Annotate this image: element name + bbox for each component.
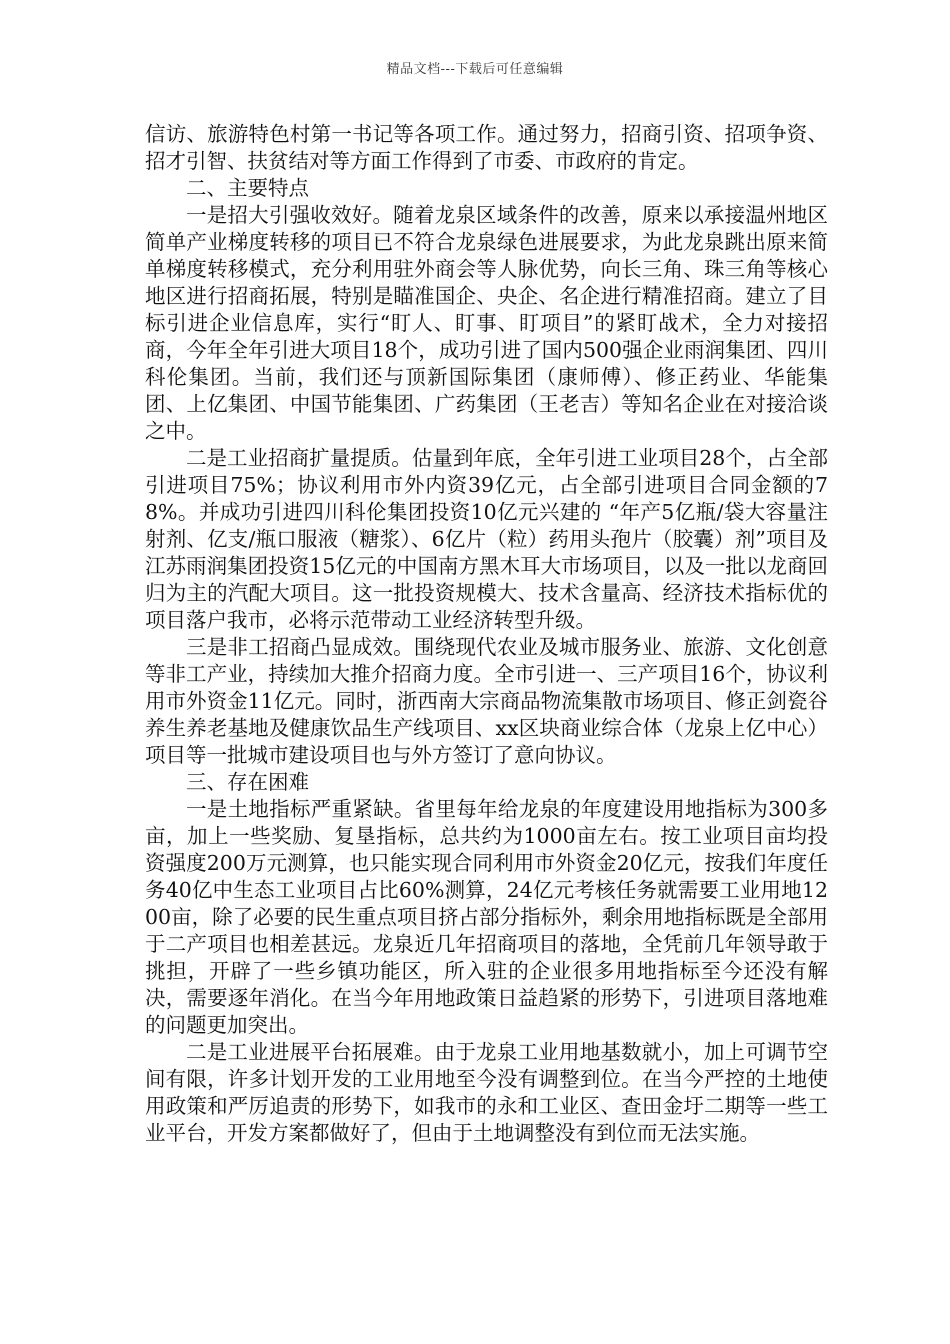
section-heading-difficulties: 三、存在困难 — [186, 770, 309, 794]
paragraph-intro-continuation: 信访、旅游特色村第一书记等各项工作。通过努力，招商引资、招项争资、招才引智、扶贫结对等方面工作得到了市委、市政府的肯定。 — [145, 122, 828, 173]
paragraph-difficulty-one: 一是土地指标严重紧缺。省里每年给龙泉的年度建设用地指标为300多亩，加上一些奖励、复垦指标，总共约为1000亩左右。按工业项目亩均投资强度200万元测算，也只能实现合同利用市外资金20亿元，按我们年度任务40亿中生态工业项目占比60%测算，24亿元考核任务就需要工业用地1200亩，除了必要的民生重点项目挤占部分指标外，剩余用地指标既是全部用于二产项目也相差甚远。龙泉近几年招商项目的落地，全凭前几年领导敢于挑担，开辟了一些乡镇功能区，所入驻的企业很多用地指标至今还没有解决，需要逐年消化。在当今年用地政策日益趋紧的形势下，引进项目落地难的问题更加突出。 — [145, 797, 828, 1037]
paragraph-feature-two: 二是工业招商扩量提质。估量到年底，全年引进工业项目28个，占全部引进项目75%；协议利用市外内资39亿元，占全部引进项目合同金额的78%。并成功引进四川科伦集团投资10亿元兴建的 “年产5亿瓶/袋大容量注射剂、亿支/瓶口服液（糖浆）、6亿片（粒）药用头孢片（胶囊）剂”项目及江苏雨润集团投资15亿元的中国南方黑木耳大市场项目，以及一批以龙商回归为主的汽配大项目。这一批投资规模大、技术含量高、经济技术指标优的项目落户我市，必将示范带动工业经济转型升级。 — [145, 446, 828, 632]
section-heading-main-features: 二、主要特点 — [186, 176, 309, 200]
paragraph-feature-one: 一是招大引强收效好。随着龙泉区域条件的改善，原来以承接温州地区简单产业梯度转移的项目已不符合龙泉绿色进展要求，为此龙泉跳出原来简单梯度转移模式，充分利用驻外商会等人脉优势，向长三角、珠三角等核心地区进行招商拓展，特别是瞄准国企、央企、名企进行精准招商。建立了目标引进企业信息库，实行“盯人、盯事、盯项目”的紧盯战术，全力对接招商，今年全年引进大项目18个，成功引进了国内500强企业雨润集团、四川科伦集团。当前，我们还与顶新国际集团（康师傅）、修正药业、华能集团、上亿集团、中国节能集团、广药集团（王老吉）等知名企业在对接洽谈之中。 — [145, 203, 828, 443]
document-body — [145, 121, 828, 1147]
paragraph-feature-three: 三是非工招商凸显成效。围绕现代农业及城市服务业、旅游、文化创意等非工产业，持续加大推介招商力度。全市引进一、三产项目16个，协议利用市外资金11亿元。同时，浙西南大宗商品物流集散市场项目、修正剑瓷谷养生养老基地及健康饮品生产线项目、xx区块商业综合体（龙泉上亿中心）项目等一批城市建设项目也与外方签订了意向协议。 — [145, 635, 828, 767]
paragraph-difficulty-two: 二是工业进展平台拓展难。由于龙泉工业用地基数就小，加上可调节空间有限，许多计划开发的工业用地至今没有调整到位。在当今严控的土地使用政策和严厉追责的形势下，如我市的永和工业区、查田金圩二期等一些工业平台，开发方案都做好了，但由于土地调整没有到位而无法实施。 — [145, 1040, 828, 1145]
page-header: 精品文档---下载后可任意编辑 — [386, 62, 564, 77]
